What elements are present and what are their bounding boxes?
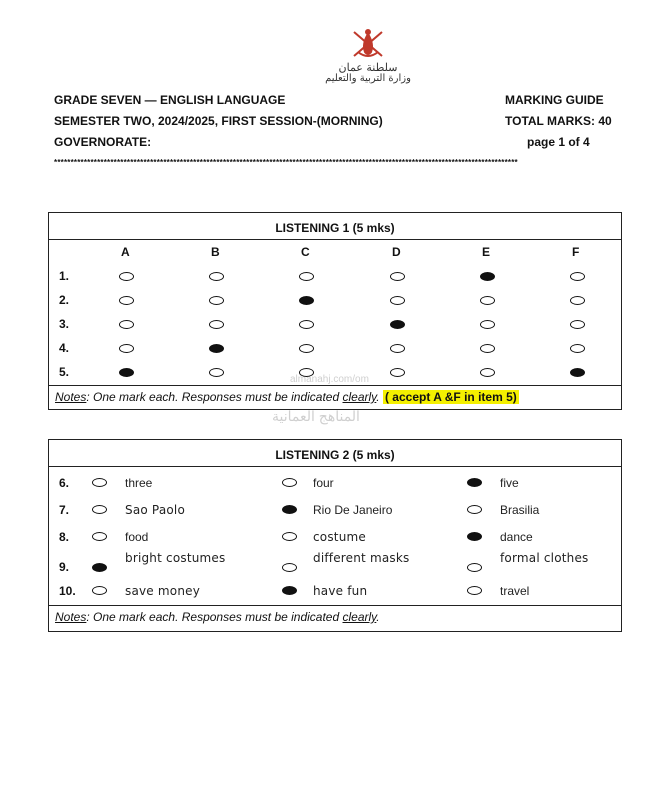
column-header-d: D bbox=[392, 245, 401, 259]
answer-bubble-8-2 bbox=[282, 532, 297, 541]
note-clearly: clearly bbox=[342, 390, 377, 404]
filled-answer-bubble-10-2 bbox=[282, 586, 297, 595]
option-label: save money bbox=[125, 584, 201, 598]
answer-bubble-3-e bbox=[480, 320, 495, 329]
item-number: 6. bbox=[59, 476, 70, 490]
note-text-end: . bbox=[376, 390, 383, 404]
answer-bubble-1-c bbox=[299, 272, 314, 281]
note-label: Notes bbox=[55, 390, 87, 404]
semester-title: SEMESTER TWO, 2024/2025, FIRST SESSION-(MORNING) bbox=[54, 114, 383, 128]
column-header-b: B bbox=[211, 245, 220, 259]
option-label: Brasilia bbox=[500, 503, 540, 517]
answer-bubble-3-f bbox=[570, 320, 585, 329]
answer-bubble-4-a bbox=[119, 344, 134, 353]
option-label: four bbox=[313, 476, 334, 490]
column-header-a: A bbox=[121, 245, 130, 259]
column-header-f: F bbox=[572, 245, 580, 259]
answer-bubble-1-b bbox=[209, 272, 224, 281]
filled-answer-bubble-4-b bbox=[209, 344, 224, 353]
grade-title: GRADE SEVEN — ENGLISH LANGUAGE bbox=[54, 93, 286, 107]
watermark bbox=[262, 370, 382, 440]
filled-answer-bubble-3-d bbox=[390, 320, 405, 329]
option-label: Rio De Janeiro bbox=[313, 503, 393, 517]
watermark-name: المناهج العمانية bbox=[272, 408, 360, 424]
item-number: 3. bbox=[59, 317, 70, 331]
answer-bubble-4-c bbox=[299, 344, 314, 353]
page-number: page 1 of 4 bbox=[527, 135, 590, 149]
ministry-emblem bbox=[318, 26, 418, 82]
answer-bubble-9-2 bbox=[282, 563, 297, 572]
option-label: different masks bbox=[313, 551, 410, 565]
answer-bubble-9-3 bbox=[467, 563, 482, 572]
divider bbox=[49, 605, 621, 606]
total-marks-label: TOTAL MARKS: 40 bbox=[505, 114, 612, 128]
answer-bubble-1-f bbox=[570, 272, 585, 281]
listening-1-title: LISTENING 1 (5 mks) bbox=[275, 221, 395, 235]
item-number: 5. bbox=[59, 365, 70, 379]
listening-2-title: LISTENING 2 (5 mks) bbox=[275, 448, 395, 462]
option-label: travel bbox=[500, 584, 530, 598]
note-text: : One mark each. Responses must be indicated bbox=[86, 610, 343, 624]
divider bbox=[49, 466, 621, 467]
note-label: Notes bbox=[55, 610, 87, 624]
answer-bubble-5-b bbox=[209, 368, 224, 377]
option-label: three bbox=[125, 476, 153, 490]
divider bbox=[49, 239, 621, 240]
answer-bubble-3-c bbox=[299, 320, 314, 329]
answer-bubble-1-d bbox=[390, 272, 405, 281]
note-text: : One mark each. Responses must be indicated bbox=[86, 390, 343, 404]
option-label: dance bbox=[500, 530, 533, 544]
separator-line: ******************************************************************************************************************************************** bbox=[54, 158, 518, 167]
item-number: 4. bbox=[59, 341, 70, 355]
oman-khanjar-emblem-icon bbox=[318, 26, 418, 66]
item-number: 9. bbox=[59, 560, 70, 574]
option-label: formal clothes bbox=[500, 551, 589, 565]
note-text-end: . bbox=[376, 610, 380, 624]
column-header-c: C bbox=[301, 245, 310, 259]
option-label: bright costumes bbox=[125, 551, 226, 565]
filled-answer-bubble-5-f bbox=[570, 368, 585, 377]
listening-2-note bbox=[55, 610, 380, 624]
answer-bubble-2-a bbox=[119, 296, 134, 305]
answer-bubble-4-e bbox=[480, 344, 495, 353]
ministry-line-2: وزارة التربية والتعليم bbox=[325, 73, 411, 84]
filled-answer-bubble-6-3 bbox=[467, 478, 482, 487]
answer-bubble-7-1 bbox=[92, 505, 107, 514]
filled-answer-bubble-2-c bbox=[299, 296, 314, 305]
answer-bubble-5-e bbox=[480, 368, 495, 377]
note-clearly: clearly bbox=[342, 610, 377, 624]
answer-bubble-6-1 bbox=[92, 478, 107, 487]
item-number: 7. bbox=[59, 503, 70, 517]
item-number: 1. bbox=[59, 269, 70, 283]
answer-bubble-6-2 bbox=[282, 478, 297, 487]
filled-answer-bubble-9-1 bbox=[92, 563, 107, 572]
answer-bubble-2-d bbox=[390, 296, 405, 305]
item-number: 8. bbox=[59, 530, 70, 544]
answer-bubble-2-e bbox=[480, 296, 495, 305]
marking-guide-label: MARKING GUIDE bbox=[505, 93, 604, 107]
answer-bubble-5-d bbox=[390, 368, 405, 377]
answer-bubble-10-3 bbox=[467, 586, 482, 595]
answer-bubble-2-f bbox=[570, 296, 585, 305]
governorate-label: GOVERNORATE: bbox=[54, 135, 152, 149]
listening-2-box bbox=[48, 439, 622, 632]
answer-bubble-4-d bbox=[390, 344, 405, 353]
option-label: five bbox=[500, 476, 519, 490]
option-label: Sao Paolo bbox=[125, 503, 185, 517]
answer-bubble-8-1 bbox=[92, 532, 107, 541]
answer-bubble-1-a bbox=[119, 272, 134, 281]
answer-bubble-3-a bbox=[119, 320, 134, 329]
filled-answer-bubble-8-3 bbox=[467, 532, 482, 541]
answer-bubble-7-3 bbox=[467, 505, 482, 514]
answer-bubble-2-b bbox=[209, 296, 224, 305]
ministry-line-1: سلطنة عمان bbox=[338, 61, 398, 74]
accept-note-highlight: ( accept A &F in item 5) bbox=[384, 390, 517, 404]
filled-answer-bubble-1-e bbox=[480, 272, 495, 281]
option-label: have fun bbox=[313, 584, 368, 598]
answer-bubble-10-1 bbox=[92, 586, 107, 595]
option-label: costume bbox=[313, 530, 366, 544]
watermark-site: almanahj.com/om bbox=[290, 374, 369, 385]
filled-answer-bubble-7-2 bbox=[282, 505, 297, 514]
item-number: 10. bbox=[59, 584, 76, 598]
column-header-e: E bbox=[482, 245, 491, 259]
filled-answer-bubble-5-a bbox=[119, 368, 134, 377]
option-label: food bbox=[125, 530, 149, 544]
item-number: 2. bbox=[59, 293, 70, 307]
answer-bubble-3-b bbox=[209, 320, 224, 329]
answer-bubble-4-f bbox=[570, 344, 585, 353]
